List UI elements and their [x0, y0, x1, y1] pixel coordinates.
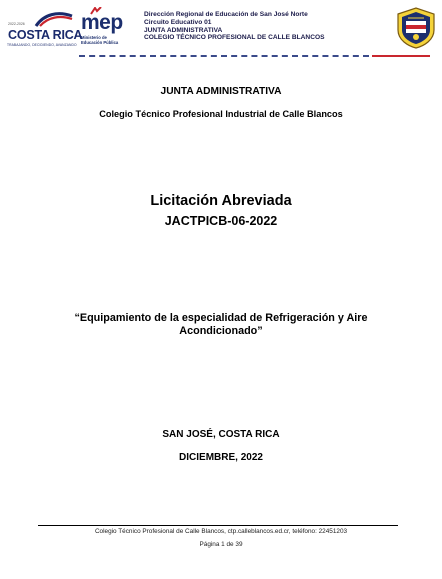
school-emblem — [394, 6, 438, 50]
mep-wordmark: mep — [81, 11, 123, 34]
mep-subtitle-line1: Ministerio de — [81, 35, 107, 40]
licitacion-code: JACTPICB-06-2022 — [164, 214, 278, 228]
costa-rica-logo — [6, 10, 83, 50]
header-line-junta: JUNTA ADMINISTRATIVA — [144, 26, 223, 34]
footer-divider — [38, 525, 398, 526]
header-institution-text — [144, 11, 324, 42]
school-shield-icon — [394, 6, 438, 50]
mep-accent-icon — [90, 7, 102, 15]
header-line-circuito: Circuito Educativo 01 — [144, 18, 212, 26]
junta-heading: JUNTA ADMINISTRATIVA — [160, 86, 282, 97]
footer-contact: Colegio Técnico Profesional de Calle Blancos, ctp.calleblancos.ed.cr, teléfono: 22451203 — [94, 528, 348, 535]
costa-rica-swoosh-icon — [6, 10, 78, 30]
mep-logo — [81, 12, 137, 52]
costa-rica-wordmark: COSTA RICA — [8, 28, 83, 42]
mep-subtitle — [81, 35, 118, 45]
colegio-heading: Colegio Técnico Profesional Industrial de Calle Blancos — [99, 109, 343, 119]
costa-rica-tagline: TRABAJANDO, DECIDIENDO, AVANZANDO — [7, 43, 77, 47]
mep-subtitle-line2: Educación Pública — [81, 40, 119, 45]
licitacion-title: Licitación Abreviada — [150, 193, 292, 209]
page-number: Página 1 de 39 — [199, 541, 243, 548]
project-title-line1: “Equipamiento de la especialidad de Refrigeración y Aire — [74, 312, 368, 324]
header-divider-dashed — [79, 55, 369, 57]
project-title — [0, 312, 442, 338]
header-line-colegio: COLEGIO TÉCNICO PROFESIONAL DE CALLE BLANCOS — [144, 34, 325, 42]
date-line: DICIEMBRE, 2022 — [179, 452, 263, 463]
header-divider-red — [372, 55, 430, 57]
costa-rica-period: 2022-2026 — [8, 22, 25, 26]
header-line-regional: Dirección Regional de Educación de San José Norte — [144, 11, 308, 18]
city-line: SAN JOSÉ, COSTA RICA — [162, 429, 280, 440]
project-title-line2: Acondicionado” — [179, 325, 263, 337]
